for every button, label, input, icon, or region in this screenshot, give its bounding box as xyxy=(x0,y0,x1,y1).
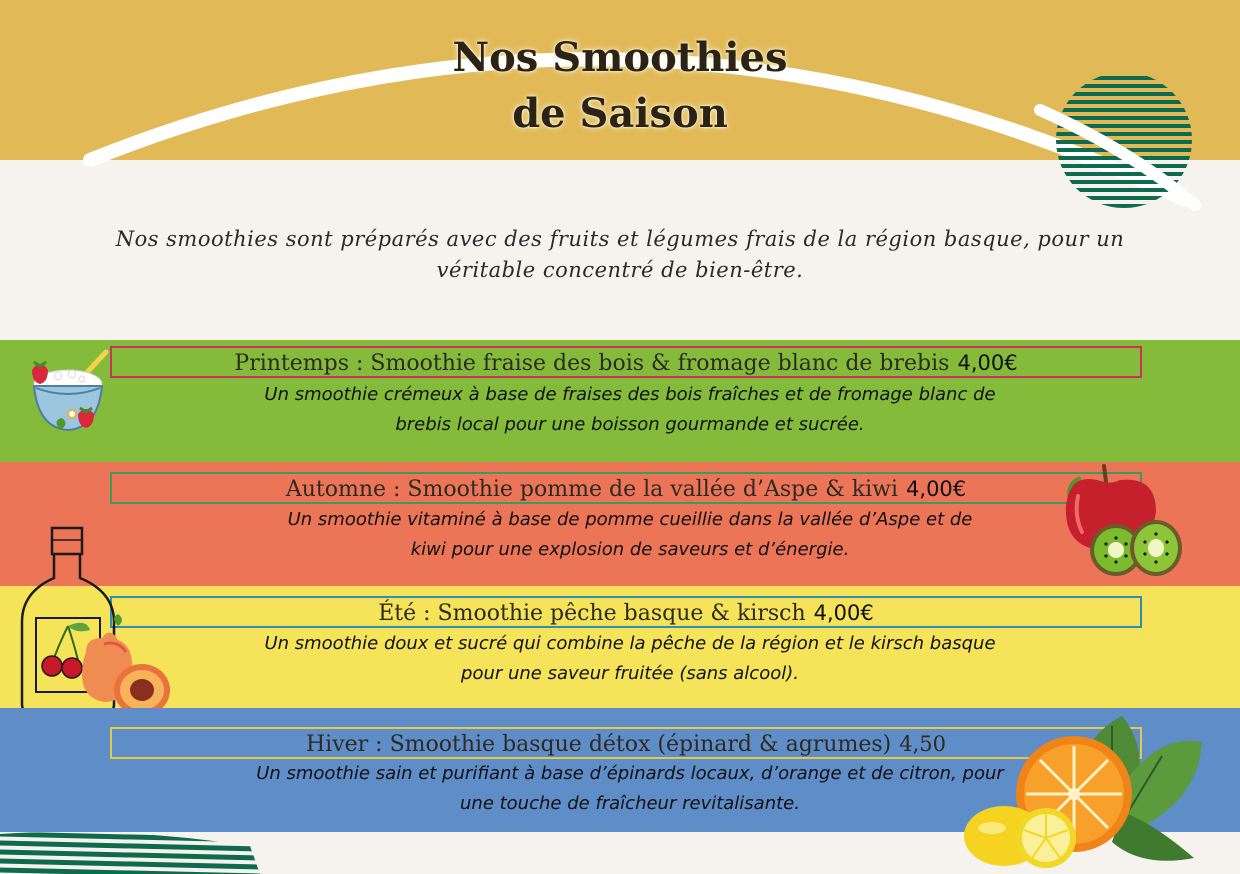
spring-item-description xyxy=(230,380,1030,440)
autumn-item-name: Automne : Smoothie pomme de la vallée d’Aspe & kiwi xyxy=(285,477,899,502)
striped-circle-icon xyxy=(1040,78,1200,206)
autumn-item-title xyxy=(110,472,1142,504)
winter-item-name: Hiver : Smoothie basque détox (épinard & agrumes) xyxy=(306,732,892,757)
strawberry-bowl-icon xyxy=(22,348,114,440)
title-line-2: de Saison xyxy=(512,90,728,137)
apple-kiwi-icon xyxy=(1060,456,1184,580)
summer-desc-line-1: Un smoothie doux et sucré qui combine la pêche de la région et le kirsch basque xyxy=(264,633,996,654)
spring-item-name: Printemps : Smoothie fraise des bois & fromage blanc de brebis xyxy=(234,351,950,376)
winter-item-price: 4,50 xyxy=(899,732,946,756)
autumn-desc-line-2: kiwi pour une explosion de saveurs et d’énergie. xyxy=(410,539,850,560)
autumn-item-price: 4,00€ xyxy=(906,477,967,501)
summer-item-title xyxy=(110,596,1142,628)
page-title xyxy=(320,30,920,142)
autumn-item-description xyxy=(230,505,1030,565)
kirsch-bottle-peach-icon xyxy=(14,522,174,722)
spring-desc-line-2: brebis local pour une boisson gourmande et sucrée. xyxy=(395,414,865,435)
summer-item-price: 4,00€ xyxy=(813,601,874,625)
winter-desc-line-2: une touche de fraîcheur revitalisante. xyxy=(460,793,800,814)
spring-item-title xyxy=(110,346,1142,378)
title-line-1: Nos Smoothies xyxy=(452,34,788,81)
orange-lemon-spinach-icon xyxy=(962,712,1212,870)
spring-item-price: 4,00€ xyxy=(957,351,1018,375)
summer-item-description xyxy=(230,629,1030,689)
bottom-stripes-decoration xyxy=(0,826,260,874)
summer-item-name: Été : Smoothie pêche basque & kirsch xyxy=(378,601,806,626)
summer-desc-line-2: pour une saveur fruitée (sans alcool). xyxy=(461,663,799,684)
autumn-desc-line-1: Un smoothie vitaminé à base de pomme cueillie dans la vallée d’Aspe et de xyxy=(287,509,973,530)
intro-text: Nos smoothies sont préparés avec des fruits et légumes frais de la région basque, pour un véritable concentré de bien-être. xyxy=(115,227,1125,282)
spring-desc-line-1: Un smoothie crémeux à base de fraises des bois fraîches et de fromage blanc de xyxy=(264,384,996,405)
winter-item-description xyxy=(230,759,1030,819)
winter-desc-line-1: Un smoothie sain et purifiant à base d’épinards locaux, d’orange et de citron, pour xyxy=(256,763,1004,784)
